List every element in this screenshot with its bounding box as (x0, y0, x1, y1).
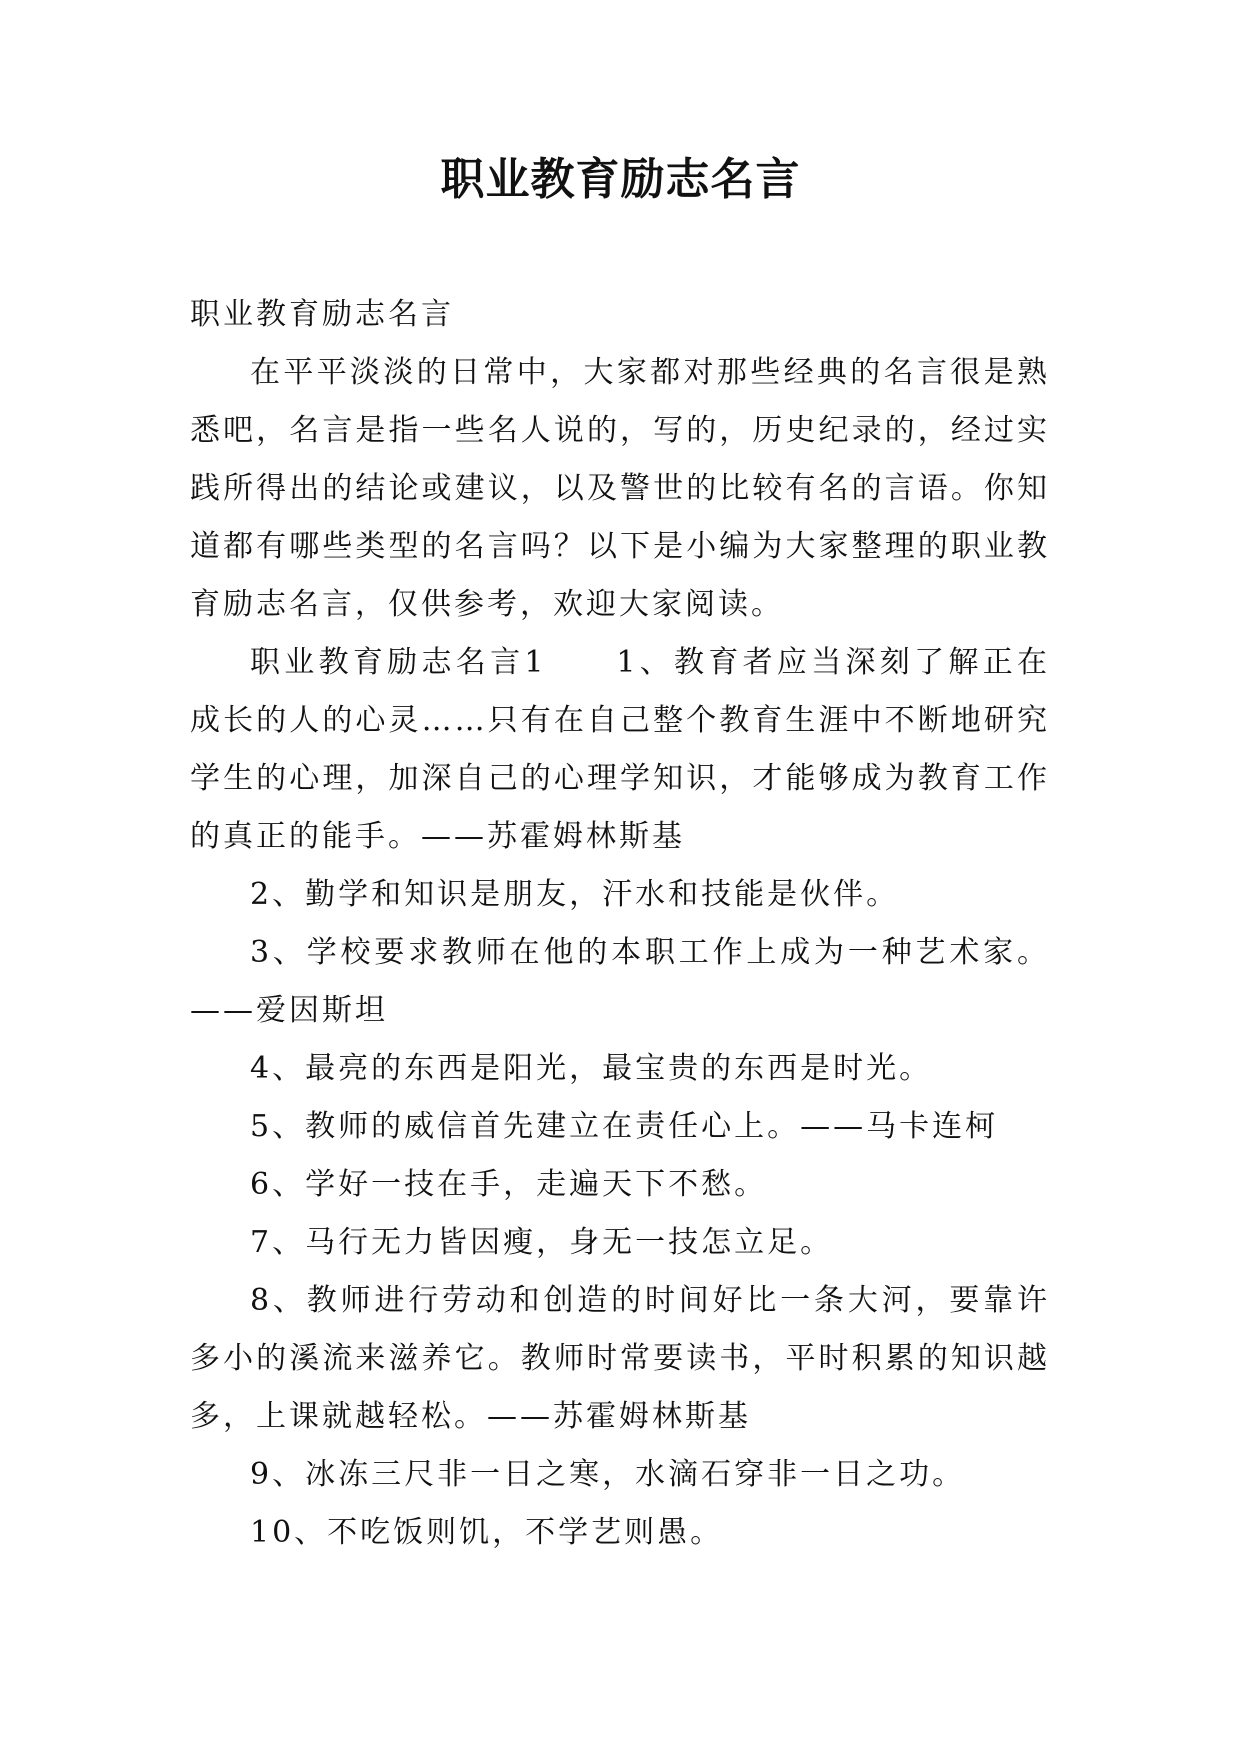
quote-paragraph-10: 10、不吃饭则饥，不学艺则愚。 (250, 1515, 724, 1550)
intro-paragraph: 在平平淡淡的日常中，大家都对那些经典的名言很是熟悉吧，名言是指一些名人说的，写的，历史纪录的，经过实践所得出的结论或建议，以及警世的比较有名的言语。你知道都有哪些类型的名言吗？以下是小编为大家整理的职业教育励志名言，仅供参考，欢迎大家阅读。 (190, 355, 1050, 622)
quote-paragraph-3: 3、学校要求教师在他的本职工作上成为一种艺术家。——爱因斯坦 (190, 935, 1050, 1028)
quote-paragraph-6: 6、学好一技在手，走遍天下不愁。 (250, 1167, 768, 1202)
quote-paragraph-8: 8、教师进行劳动和创造的时间好比一条大河，要靠许多小的溪流来滋养它。教师时常要读书，平时积累的知识越多，上课就越轻松。——苏霍姆林斯基 (190, 1283, 1050, 1434)
quote-paragraph-7: 7、马行无力皆因瘦，身无一技怎立足。 (250, 1225, 834, 1260)
quote-paragraph-5: 5、教师的威信首先建立在责任心上。——马卡连柯 (250, 1109, 999, 1144)
quote-paragraph-9: 9、冰冻三尺非一日之寒，水滴石穿非一日之功。 (250, 1457, 966, 1492)
quote-paragraph-4: 4、最亮的东西是阳光，最宝贵的东西是时光。 (250, 1051, 933, 1086)
quote-paragraph-1: 职业教育励志名言1 1、教育者应当深刻了解正在成长的人的心灵……只有在自己整个教育生涯中不断地研究学生的心理，加深自己的心理学知识，才能够成为教育工作的真正的能手。——苏霍姆林斯基 (190, 645, 1050, 854)
document-title: 职业教育励志名言 (440, 154, 801, 205)
document-subtitle: 职业教育励志名言 (190, 297, 454, 332)
quote-paragraph-2: 2、勤学和知识是朋友，汗水和技能是伙伴。 (250, 877, 900, 912)
document-body (190, 286, 1050, 1562)
